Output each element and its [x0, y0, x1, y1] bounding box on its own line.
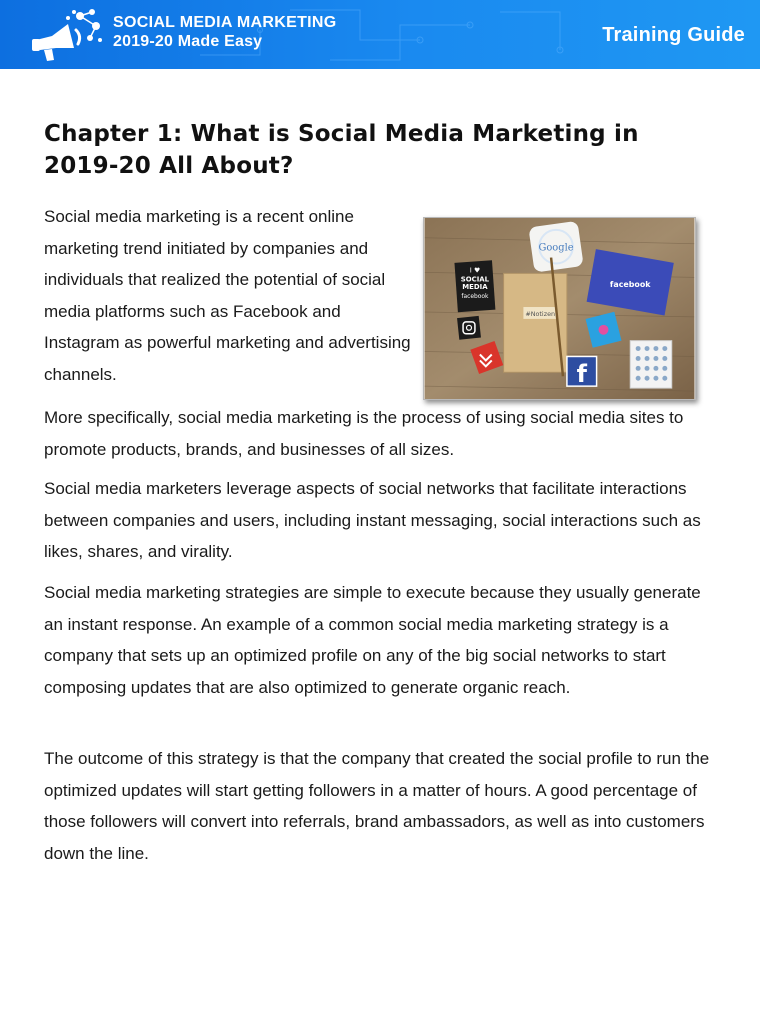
social-media-photo: [423, 217, 696, 400]
svg-text:facebook: facebook: [609, 280, 651, 290]
svg-text:MEDIA: MEDIA: [462, 283, 488, 292]
svg-text:facebook: facebook: [461, 293, 489, 301]
brand-text: [113, 13, 337, 51]
notebook: [504, 258, 567, 377]
brand-line-1: SOCIAL MEDIA MARKETING: [113, 14, 337, 31]
megaphone-icon: [30, 6, 106, 64]
icon-sticker-sheet: [630, 341, 672, 388]
google-coaster: [528, 221, 583, 273]
paragraph-definition: More specifically, social media marketing is the process of using social media sites to promote products, brands, and businesses of all sizes.: [44, 408, 684, 459]
brand-line-2: 2019-20 Made Easy: [113, 33, 263, 50]
chapter-title: Chapter 1: What is Social Media Marketing in 2019-20 All About?: [44, 121, 639, 179]
header-banner: [0, 0, 760, 69]
facebook-f-tile: [567, 356, 597, 388]
training-guide-label: Training Guide: [602, 24, 745, 46]
paragraph-strategies: Social media marketing strategies are simple to execute because they usually generate an instant response. An example of a common social media marketing strategy is a company that sets up an optimized profile on any of the big social networks to start composing updates that are also optimized to generate organic reach.: [44, 583, 701, 697]
instagram-square: [457, 316, 481, 340]
svg-text:f: f: [576, 360, 587, 389]
paragraph-outcome: The outcome of this strategy is that the company that created the social profile to run the optimized updates will start getting followers in a matter of hours. A good percentage of those followers will convert into referrals, brand ambassadors, as well as into customers down the line.: [44, 749, 710, 863]
paragraph-leverage: Social media marketers leverage aspects of social networks that facilitate interactions between companies and users, including instant messaging, social interactions such as likes, shares, and virality.: [44, 479, 701, 561]
svg-text:#Notizen: #Notizen: [525, 309, 556, 318]
svg-text:SOCIAL: SOCIAL: [460, 275, 490, 284]
i-love-social-media-sticker: [454, 260, 495, 312]
svg-text:I ♥: I ♥: [469, 266, 481, 275]
svg-text:Google: Google: [538, 242, 574, 254]
paragraph-intro: Social media marketing is a recent online marketing trend initiated by companies and individuals that realized the potential of social media platforms such as Facebook and Instagram as powerful marketing and advertising channels.: [44, 207, 411, 384]
